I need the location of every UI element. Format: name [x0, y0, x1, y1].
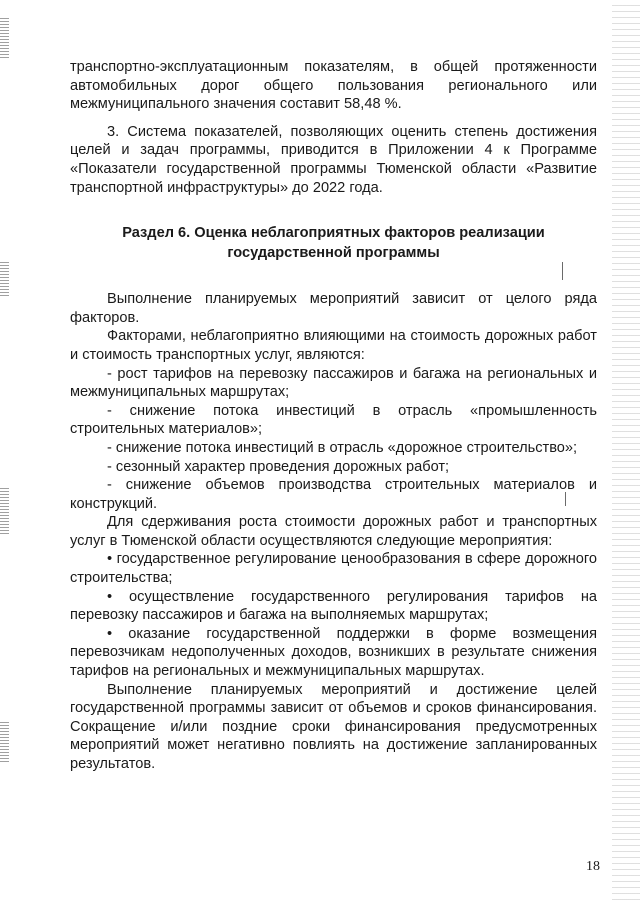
- list-item: • оказание государственной поддержки в форме возмещения перевозчикам недополученных доходов, возникших в результате снижения тарифов на региональных и межмуниципальных маршрутах.: [70, 625, 597, 680]
- list-item: - снижение потока инвестиций в отрасль «промышленность строительных материалов»;: [70, 402, 597, 438]
- list-item: • государственное регулирование ценообразования в сфере дорожного строительства;: [70, 551, 597, 587]
- document-body: [70, 58, 597, 774]
- scan-left-mark: [0, 488, 9, 534]
- page-number: 18: [586, 859, 600, 874]
- scan-left-mark: [0, 262, 9, 298]
- list-item: - сезонный характер проведения дорожных работ;: [107, 458, 450, 475]
- paragraph: Для сдерживания роста стоимости дорожных работ и транспортных услуг в Тюменской области осуществляются следующие мероприятия:: [70, 514, 597, 549]
- list-item: • осуществление государственного регулирования тарифов на перевозку пассажиров и багажа на выполняемых маршрутах;: [70, 588, 597, 624]
- scan-edge-noise: [612, 0, 640, 905]
- scan-left-mark: [0, 18, 9, 60]
- list-item: - снижение объемов производства строительных материалов и конструкций.: [70, 477, 597, 512]
- scan-left-mark: [0, 722, 9, 762]
- paragraph: Выполнение планируемых мероприятий зависит от целого ряда факторов.: [70, 291, 597, 326]
- paragraph: 3. Система показателей, позволяющих оценить степень достижения целей и задач программы, приводится в Приложении 4 к Программе «Показатели государственной программы Тюменской области «Развитие транспортной инфраструктуры» до 2022 года.: [70, 123, 597, 196]
- list-item: - снижение потока инвестиций в отрасль «дорожное строительство»;: [107, 439, 578, 456]
- paragraph: Выполнение планируемых мероприятий и достижение целей государственной программы зависит от объемов и сроков финансирования. Сокращение и/или поздние сроки финансирования предусмотренных мероприятий может негативно повлиять на достижение запланированных результатов.: [70, 681, 597, 772]
- paragraph: транспортно-эксплуатационным показателям, в общей протяженности автомобильных дорог общего пользования регионального или межмуниципального значения составит 58,48 %.: [70, 59, 597, 113]
- list-item: - рост тарифов на перевозку пассажиров и багажа на региональных и межмуниципальных маршрутах;: [70, 365, 597, 401]
- section-heading: Раздел 6. Оценка неблагоприятных факторов реализации государственной программы: [122, 225, 545, 262]
- paragraph: Факторами, неблагоприятно влияющими на стоимость дорожных работ и стоимость транспортных услуг, являются:: [70, 328, 597, 363]
